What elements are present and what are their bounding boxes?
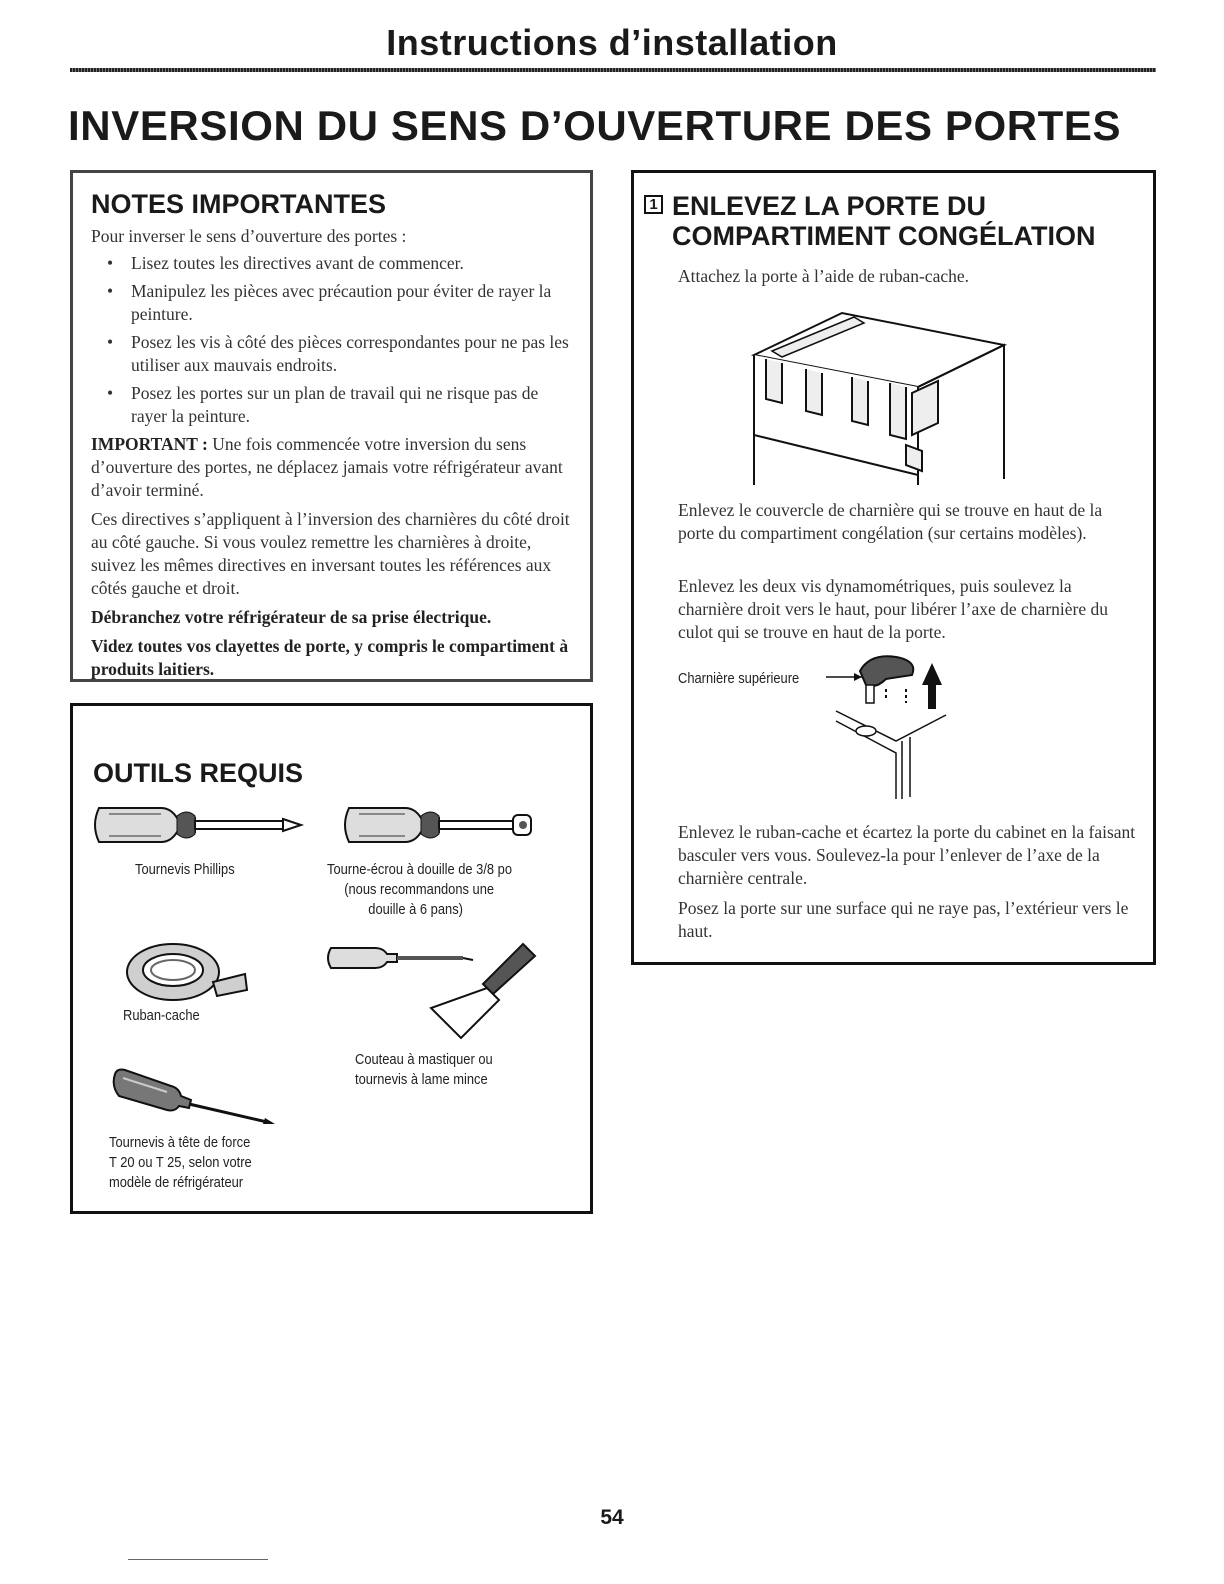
tape-instruction: Attachez la porte à l’aide de ruban-cache. [678,266,970,286]
step-heading: ENLEVEZ LA PORTE DU COMPARTIMENT CONGÉLATION [672,191,1096,251]
important-text: Une fois commencée votre inversion du sens d’ouverture des portes, ne déplacez jamais votre réfrigérateur avant d’avoir terminé. [91,434,563,500]
hinge-illustration [826,649,1026,809]
list-item: • Lisez toutes les directives avant de commencer. [107,253,464,273]
remove-tape-instruction: Enlevez le ruban-cache et écartez la porte du cabinet en la faisant basculer vers vous. Soulevez-la pour l’enlever de l’axe de la charnière centrale. [678,822,1136,888]
nut-driver-icon [341,802,541,848]
important-label: IMPORTANT : [91,434,208,454]
phillips-screwdriver-icon [91,802,306,848]
putty-knife-icon [323,940,543,1040]
masking-tape-icon [123,938,253,1008]
notes-heading: NOTES IMPORTANTES [91,189,387,219]
section-title: INVERSION DU SENS D’OUVERTURE DES PORTES [68,102,1122,149]
directives-text: Ces directives s’appliquent à l’inversion des charnières du côté droit au côté gauche. Si vous voulez remettre les charnières à droite, suivez les mêmes directives en inversant toutes les références aux côtés gauche et droit. [91,509,570,598]
empty-shelves-warning: Videz toutes vos clayettes de porte, y compris le compartiment à produits laitiers. [91,636,569,679]
masking-tape-caption: Ruban-cache [123,1007,200,1024]
notes-box [70,170,593,682]
tools-heading: OUTILS REQUIS [93,758,304,788]
putty-knife-caption: Couteau à mastiquer ou tournevis à lame mince [355,1051,493,1088]
place-door-instruction: Posez la porte sur une surface qui ne raye pas, l’extérieur vers le haut. [678,898,1129,941]
bolts-instruction: Enlevez les deux vis dynamométriques, puis soulevez la charnière droit vers le haut, pour libérer l’axe de charnière du culot qui se trouve en haut de la porte. [678,576,1108,642]
unplug-warning: Débranchez votre réfrigérateur de sa prise électrique. [91,607,492,627]
list-item: • Manipulez les pièces avec précaution pour éviter de rayer la peinture. [107,281,552,324]
bullet-icon: • [107,383,114,403]
page-header-title: Instructions d’installation [386,22,838,63]
bullet-icon: • [107,332,114,352]
page-number: 54 [600,1506,624,1529]
cover-instruction: Enlevez le couvercle de charnière qui se trouve en haut de la porte du compartiment congélation (sur certains modèles). [678,500,1103,543]
hinge-label: Charnière supérieure [678,670,800,687]
notes-bullet-list [91,252,571,428]
list-item: • Posez les portes sur un plan de travail qui ne risque pas de rayer la peinture. [107,383,539,426]
important-note [91,433,571,502]
header-rule [70,68,1156,72]
bullet-icon: • [107,253,114,273]
taped-door-illustration [742,295,1012,495]
torx-screwdriver-icon [109,1064,279,1126]
list-item: • Posez les vis à côté des pièces correspondantes pour ne pas les utiliser aux mauvais endroits. [107,332,569,375]
footer-line [128,1559,268,1560]
tools-box [70,703,593,1214]
bullet-icon: • [107,281,114,301]
step-1-box [631,170,1156,965]
notes-intro: Pour inverser le sens d’ouverture des portes : [91,226,407,246]
torx-caption: Tournevis à tête de force T 20 ou T 25, selon votre modèle de réfrigérateur [109,1134,252,1191]
phillips-caption: Tournevis Phillips [135,861,235,878]
step-number-badge: 1 [644,195,663,214]
nut-driver-caption: Tourne-écrou à douille de 3/8 po (nous recommandons une douille à 6 pans) [327,861,513,918]
